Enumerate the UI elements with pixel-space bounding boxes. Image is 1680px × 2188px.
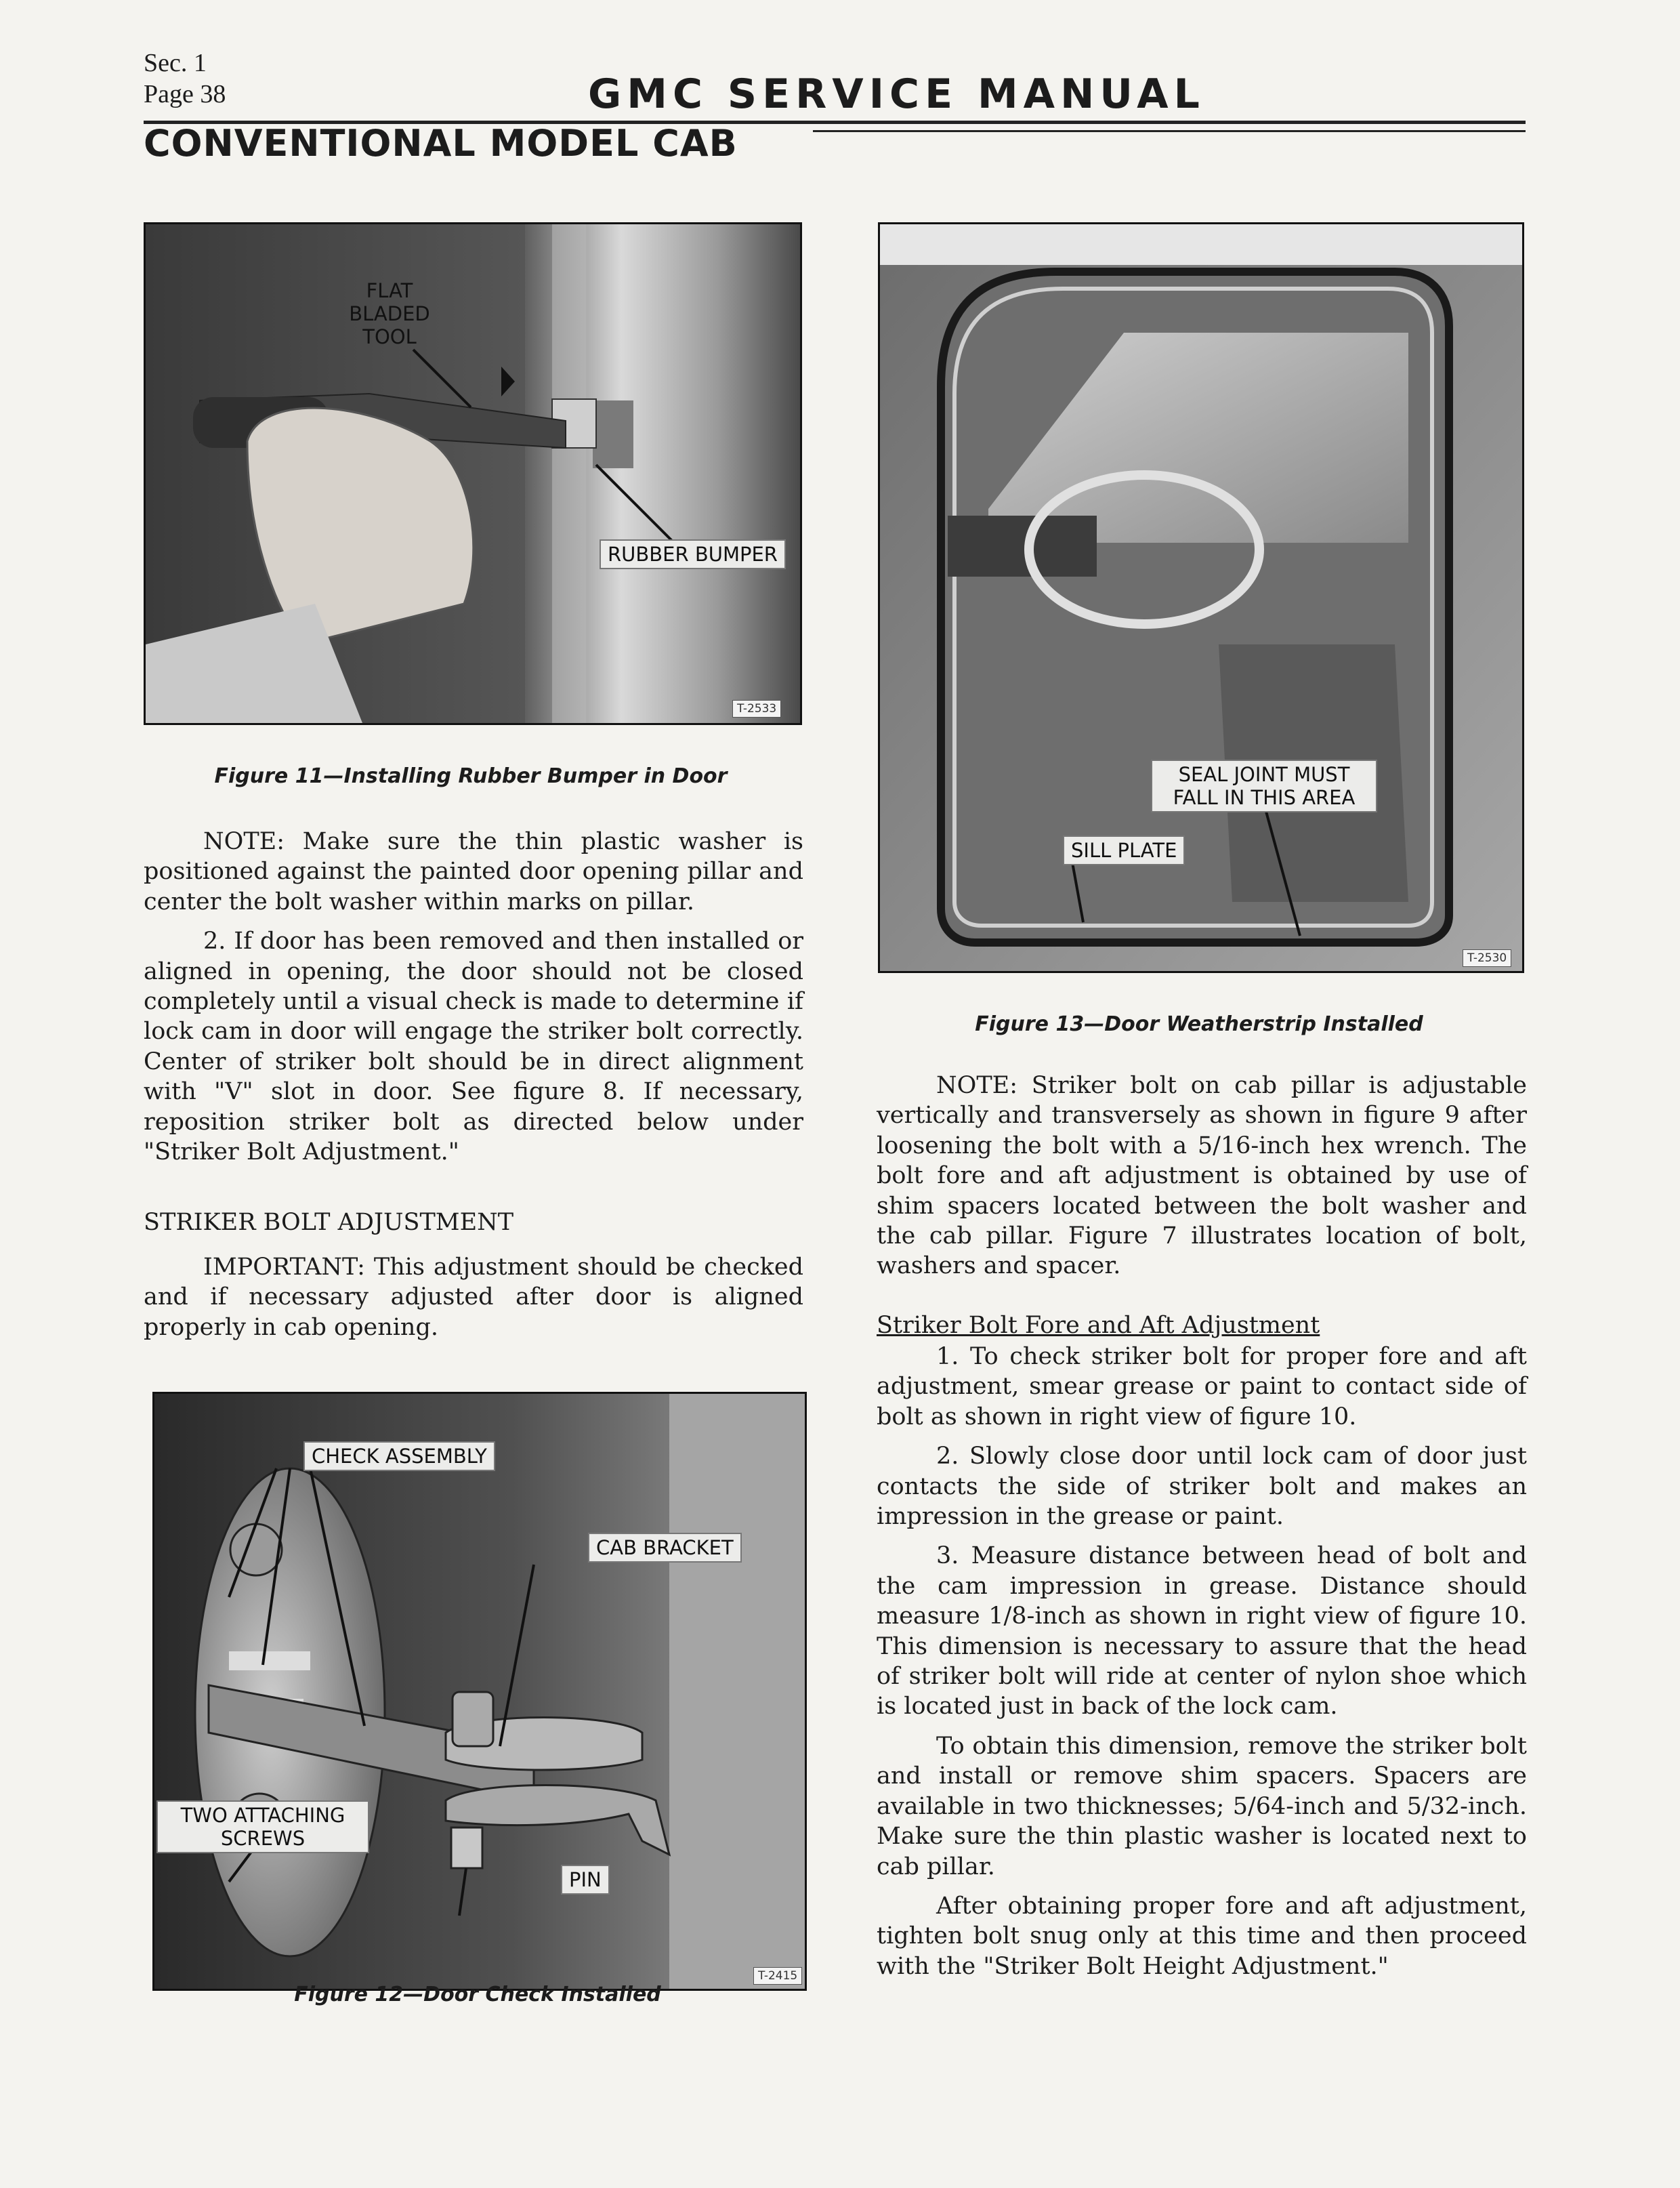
callout-rubber-bumper: RUBBER BUMPER	[600, 539, 786, 569]
callout-check-assembly: CHECK ASSEMBLY	[303, 1441, 495, 1471]
figure-12-illustration	[154, 1394, 805, 1989]
left-important-block	[144, 1252, 803, 1352]
right-step-2-paragraph: 2. Slowly close door until lock cam of door just contacts the side of striker bolt and makes an impression in the grease or paint.	[877, 1443, 1527, 1531]
right-after-paragraph: After obtaining proper fore and aft adjustment, tighten bolt snug only at this time and then proceed with the "Striker Bolt Height Adjustment."	[877, 1892, 1527, 1980]
figure-11-photo	[144, 222, 802, 725]
callout-pin: PIN	[561, 1865, 610, 1895]
figure-11-caption: Figure 11—Installing Rubber Bumper in Door	[214, 764, 728, 788]
callout-sill-plate: SILL PLATE	[1063, 835, 1185, 865]
left-important-paragraph: IMPORTANT: This adjustment should be checked and if necessary adjusted after door is aligned properly in cab opening.	[144, 1254, 803, 1341]
left-text-block	[144, 827, 803, 1176]
figure-12-code: T-2415	[753, 1967, 802, 1985]
right-steps-block	[877, 1342, 1527, 1991]
figure-12-photo	[152, 1392, 807, 1991]
striker-bolt-heading: STRIKER BOLT ADJUSTMENT	[144, 1209, 514, 1236]
right-obtain-paragraph: To obtain this dimension, remove the striker bolt and install or remove shim spacers. Spacers are available in two thicknesses; 5/64-inch and 5/32-inch. Make sure the thin plastic washer is located next to cab pillar.	[877, 1732, 1527, 1880]
figure-13-caption: Figure 13—Door Weatherstrip Installed	[975, 1012, 1423, 1036]
figure-11-illustration	[146, 224, 800, 723]
callout-flat-bladed-tool: FLAT BLADED TOOL	[349, 279, 430, 348]
callout-two-attaching-screws: TWO ATTACHING SCREWS	[156, 1800, 369, 1853]
figure-11-code: T-2533	[732, 700, 781, 718]
right-step-1-paragraph: 1. To check striker bolt for proper fore and aft adjustment, smear grease or paint to contact side of bolt as shown in right view of figure 10.	[877, 1343, 1527, 1430]
callout-seal-joint: SEAL JOINT MUST FALL IN THIS AREA	[1151, 760, 1377, 812]
fore-aft-subheading: Striker Bolt Fore and Aft Adjustment	[877, 1312, 1320, 1339]
left-step-2-paragraph: 2. If door has been removed and then installed or aligned in opening, the door should not be closed completely until a visual check is made to determine if lock cam in door will engage the striker bolt correctly. Center of striker bolt should be in direct alignment with "V" slot in door. See figure 8. If necessary, reposition striker bolt as directed below under "Striker Bolt Adjustment."	[144, 928, 803, 1166]
manual-title: GMC SERVICE MANUAL	[588, 70, 1205, 118]
figure-13-code: T-2530	[1463, 949, 1511, 967]
right-text-block	[877, 1071, 1527, 1291]
section-label: Sec. 1	[144, 49, 207, 77]
right-note-paragraph: NOTE: Striker bolt on cab pillar is adjustable vertically and transversely as shown in figure 9 after loosening the bolt with a 5/16-inch hex wrench. The bolt fore and aft adjustment is obtained by use of shim spacers located between the bolt washer and the cab pillar. Figure 7 illustrates location of bolt, washers and spacer.	[877, 1072, 1527, 1280]
section-title: CONVENTIONAL MODEL CAB	[144, 122, 738, 165]
figure-12-caption: Figure 12—Door Check Installed	[294, 1983, 661, 2006]
callout-cab-bracket: CAB BRACKET	[588, 1533, 742, 1563]
figure-13-photo	[878, 222, 1524, 973]
section-number	[144, 47, 226, 110]
right-step-3-paragraph: 3. Measure distance between head of bolt and the cam impression in grease. Distance should measure 1/8-inch as shown in right view of figure 10. This dimension is necessary to assure that the head of striker bolt will ride at center of nylon shoe which is located just in back of the lock cam.	[877, 1542, 1527, 1720]
left-note-paragraph: NOTE: Make sure the thin plastic washer is positioned against the painted door opening pillar and center the bolt washer within marks on pillar.	[144, 828, 803, 915]
header-rule-secondary	[813, 130, 1526, 132]
page-label: Page 38	[144, 80, 226, 108]
figure-13-illustration	[880, 224, 1522, 971]
